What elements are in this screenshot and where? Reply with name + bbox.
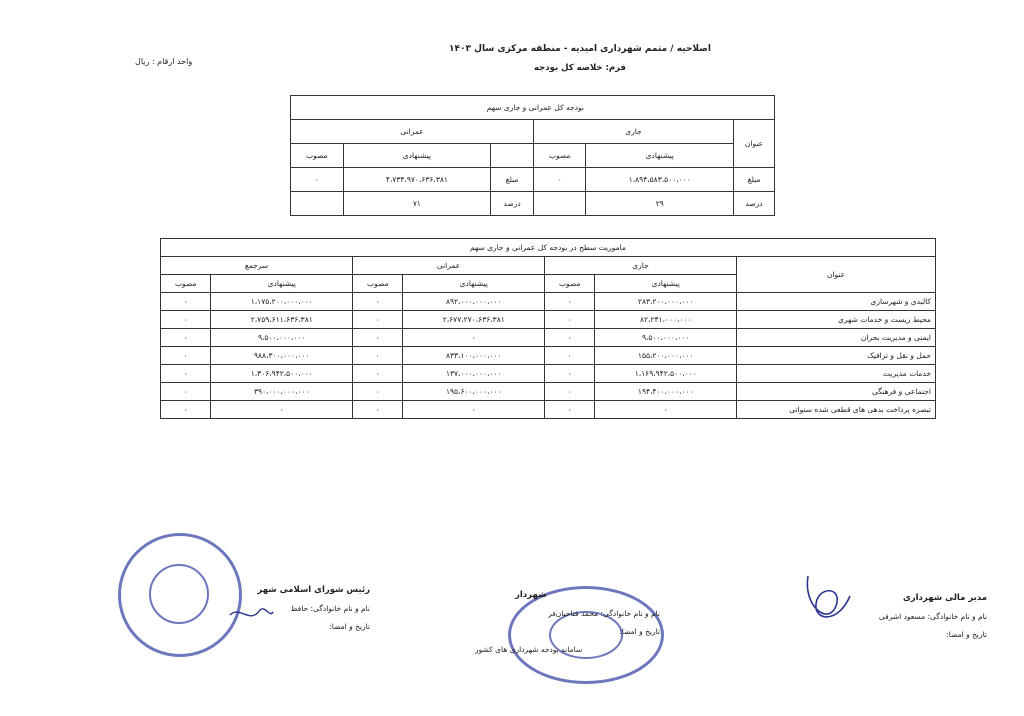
mission-cell: ۹۸۸،۳۰۰،۰۰۰،۰۰۰	[211, 347, 353, 365]
mission-cell: ۱۳۷،۰۰۰،۰۰۰،۰۰۰	[403, 365, 545, 383]
mission-row-title: محیط زیست و خدمات شهری	[737, 311, 936, 329]
finance-name: مسعود اشرفی	[878, 612, 926, 621]
mission-cell: ۲،۶۷۷،۲۷۰،۶۳۶،۳۸۱	[403, 311, 545, 329]
summary-jari-mosavab-header: مصوب	[533, 144, 586, 168]
mission-caption: ماموریت سطح در بودجه کل عمرانی و جاری سهم	[161, 239, 936, 257]
mission-cell: ۰	[161, 311, 211, 329]
summary-cell	[533, 192, 586, 216]
mission-row-title: حمل و نقل و ترافیک	[737, 347, 936, 365]
mission-subheader: پیشنهادی	[211, 275, 353, 293]
council-date-label: تاریخ و امضا:	[329, 622, 370, 631]
mission-cell: ۰	[161, 401, 211, 419]
mission-cell: ۰	[211, 401, 353, 419]
mission-cell: ۱،۳۰۶،۹۴۲،۵۰۰،۰۰۰	[211, 365, 353, 383]
units-label: واحد ارقام : ریال	[135, 57, 193, 66]
mission-onvan-header: عنوان	[737, 257, 936, 293]
mission-cell: ۰	[353, 347, 403, 365]
mission-cell: ۲،۷۵۹،۶۱۱،۶۳۶،۳۸۱	[211, 311, 353, 329]
mission-subheader: مصوب	[545, 275, 595, 293]
summary-cell: ۱،۸۹۴،۵۸۳،۵۰۰،۰۰۰	[586, 168, 734, 192]
mission-cell: ۱۹۵،۶۰۰،۰۰۰،۰۰۰	[403, 383, 545, 401]
mayor-signature-block	[475, 590, 660, 663]
mission-cell: ۰	[545, 401, 595, 419]
summary-cell: ۴،۷۳۴،۹۷۰،۶۳۶،۳۸۱	[343, 168, 491, 192]
mission-subheader: پیشنهادی	[403, 275, 545, 293]
mission-cell: ۰	[545, 293, 595, 311]
mission-cell: ۱،۱۷۵،۲۰۰،۰۰۰،۰۰۰	[211, 293, 353, 311]
mission-row	[161, 293, 936, 311]
mission-row-title: ایمنی و مدیریت بحران	[737, 329, 936, 347]
document-title: اصلاحیه / متمم شهرداری امیدیه - منطقه مرکزی سال ۱۴۰۳	[449, 44, 711, 54]
mission-cell: ۰	[353, 383, 403, 401]
council-stamp	[118, 533, 242, 657]
mission-cell: ۰	[353, 365, 403, 383]
summary-omrani-pishnahadi-header: پیشنهادی	[343, 144, 491, 168]
stamp-inner-ring	[149, 564, 209, 624]
mission-cell: ۰	[403, 329, 545, 347]
council-name: حافظ	[290, 604, 309, 613]
mission-cell: ۰	[545, 329, 595, 347]
mission-cell: ۲۸۳،۲۰۰،۰۰۰،۰۰۰	[595, 293, 737, 311]
summary-onvan-header: عنوان	[734, 120, 775, 168]
summary-cell: ۰	[291, 168, 344, 192]
mayor-name: محمد فتاحیان‌فر	[548, 609, 599, 618]
mission-row	[161, 383, 936, 401]
summary-table	[290, 95, 775, 216]
mission-cell: ۱۵۵،۲۰۰،۰۰۰،۰۰۰	[595, 347, 737, 365]
summary-jari-pishnahadi-header: پیشنهادی	[586, 144, 734, 168]
mayor-system-label: سامانه بودجه شهرداری های کشور	[475, 645, 583, 654]
summary-row-label: مبلغ	[734, 168, 775, 192]
summary-caption: بودجه کل عمرانی و جاری سهم	[291, 96, 775, 120]
mission-cell: ۰	[161, 347, 211, 365]
mission-cell: ۳۹۰،۰۰۰،۰۰۰،۰۰۰	[211, 383, 353, 401]
mission-cell: ۱،۱۶۹،۹۴۲،۵۰۰،۰۰۰	[595, 365, 737, 383]
finance-date-label: تاریخ و امضا:	[946, 630, 987, 639]
mission-cell: ۸۳۳،۱۰۰،۰۰۰،۰۰۰	[403, 347, 545, 365]
mission-cell: ۰	[161, 383, 211, 401]
mission-cell: ۰	[353, 329, 403, 347]
mission-cell: ۹،۵۰۰،۰۰۰،۰۰۰	[595, 329, 737, 347]
finance-name-label: نام و نام خانوادگی:	[927, 612, 987, 621]
summary-omrani-header: عمرانی	[291, 120, 534, 144]
council-signature-block	[230, 585, 370, 640]
mission-row-title: خدمات مدیریت	[737, 365, 936, 383]
mission-cell: ۰	[161, 293, 211, 311]
mission-subheader: مصوب	[353, 275, 403, 293]
summary-cell: ۷۱	[343, 192, 491, 216]
mission-cell: ۰	[545, 365, 595, 383]
mission-omrani-header: عمرانی	[353, 257, 545, 275]
mission-cell: ۰	[545, 383, 595, 401]
mission-cell: ۹،۵۰۰،۰۰۰،۰۰۰	[211, 329, 353, 347]
mission-cell: ۰	[545, 311, 595, 329]
mission-cell: ۱۹۴،۴۰۰،۰۰۰،۰۰۰	[595, 383, 737, 401]
mission-row	[161, 311, 936, 329]
finance-signature-block	[857, 593, 987, 648]
mayor-date-label: تاریخ و امضا:	[619, 627, 660, 636]
mission-jari-header: جاری	[545, 257, 737, 275]
mission-cell: ۸۹۲،۰۰۰،۰۰۰،۰۰۰	[403, 293, 545, 311]
summary-cell: ۰	[533, 168, 586, 192]
mission-cell: ۰	[353, 311, 403, 329]
council-name-label: نام و نام خانوادگی:	[310, 604, 370, 613]
mission-cell: ۰	[545, 347, 595, 365]
summary-row-label: درصد	[734, 192, 775, 216]
form-title: فرم: خلاصه کل بودجه	[533, 63, 626, 73]
summary-cell	[291, 192, 344, 216]
mission-row-title: کالبدی و شهرسازی	[737, 293, 936, 311]
summary-omrani-label-header	[491, 144, 534, 168]
summary-cell: درصد	[491, 192, 534, 216]
mission-row-title: تبصره پرداخت بدهی های قطعی شده سنواتی	[737, 401, 936, 419]
mission-row	[161, 365, 936, 383]
mission-cell: ۰	[353, 293, 403, 311]
mission-row	[161, 329, 936, 347]
mission-cell: ۰	[161, 365, 211, 383]
mission-subheader: مصوب	[161, 275, 211, 293]
summary-omrani-mosavab-header: مصوب	[291, 144, 344, 168]
mission-table	[160, 238, 936, 419]
mayor-title: شهردار	[515, 590, 547, 600]
mission-subheader: پیشنهادی	[595, 275, 737, 293]
finance-title: مدیر مالی شهرداری	[902, 593, 987, 603]
mission-cell: ۰	[403, 401, 545, 419]
mission-row	[161, 347, 936, 365]
mission-cell: ۸۲،۲۴۱،۰۰۰،۰۰۰	[595, 311, 737, 329]
mission-row	[161, 401, 936, 419]
mayor-name-label: نام و نام خانوادگی:	[600, 609, 660, 618]
mission-row-title: اجتماعی و فرهنگی	[737, 383, 936, 401]
finance-signature	[798, 566, 858, 636]
mission-cell: ۰	[161, 329, 211, 347]
summary-cell: ۲۹	[586, 192, 734, 216]
summary-cell: مبلغ	[491, 168, 534, 192]
mission-cell: ۰	[353, 401, 403, 419]
council-title: رئیس شورای اسلامی شهر	[257, 585, 370, 595]
summary-jari-header: جاری	[533, 120, 733, 144]
mission-cell: ۰	[595, 401, 737, 419]
mission-sarjam-header: سرجمع	[161, 257, 353, 275]
